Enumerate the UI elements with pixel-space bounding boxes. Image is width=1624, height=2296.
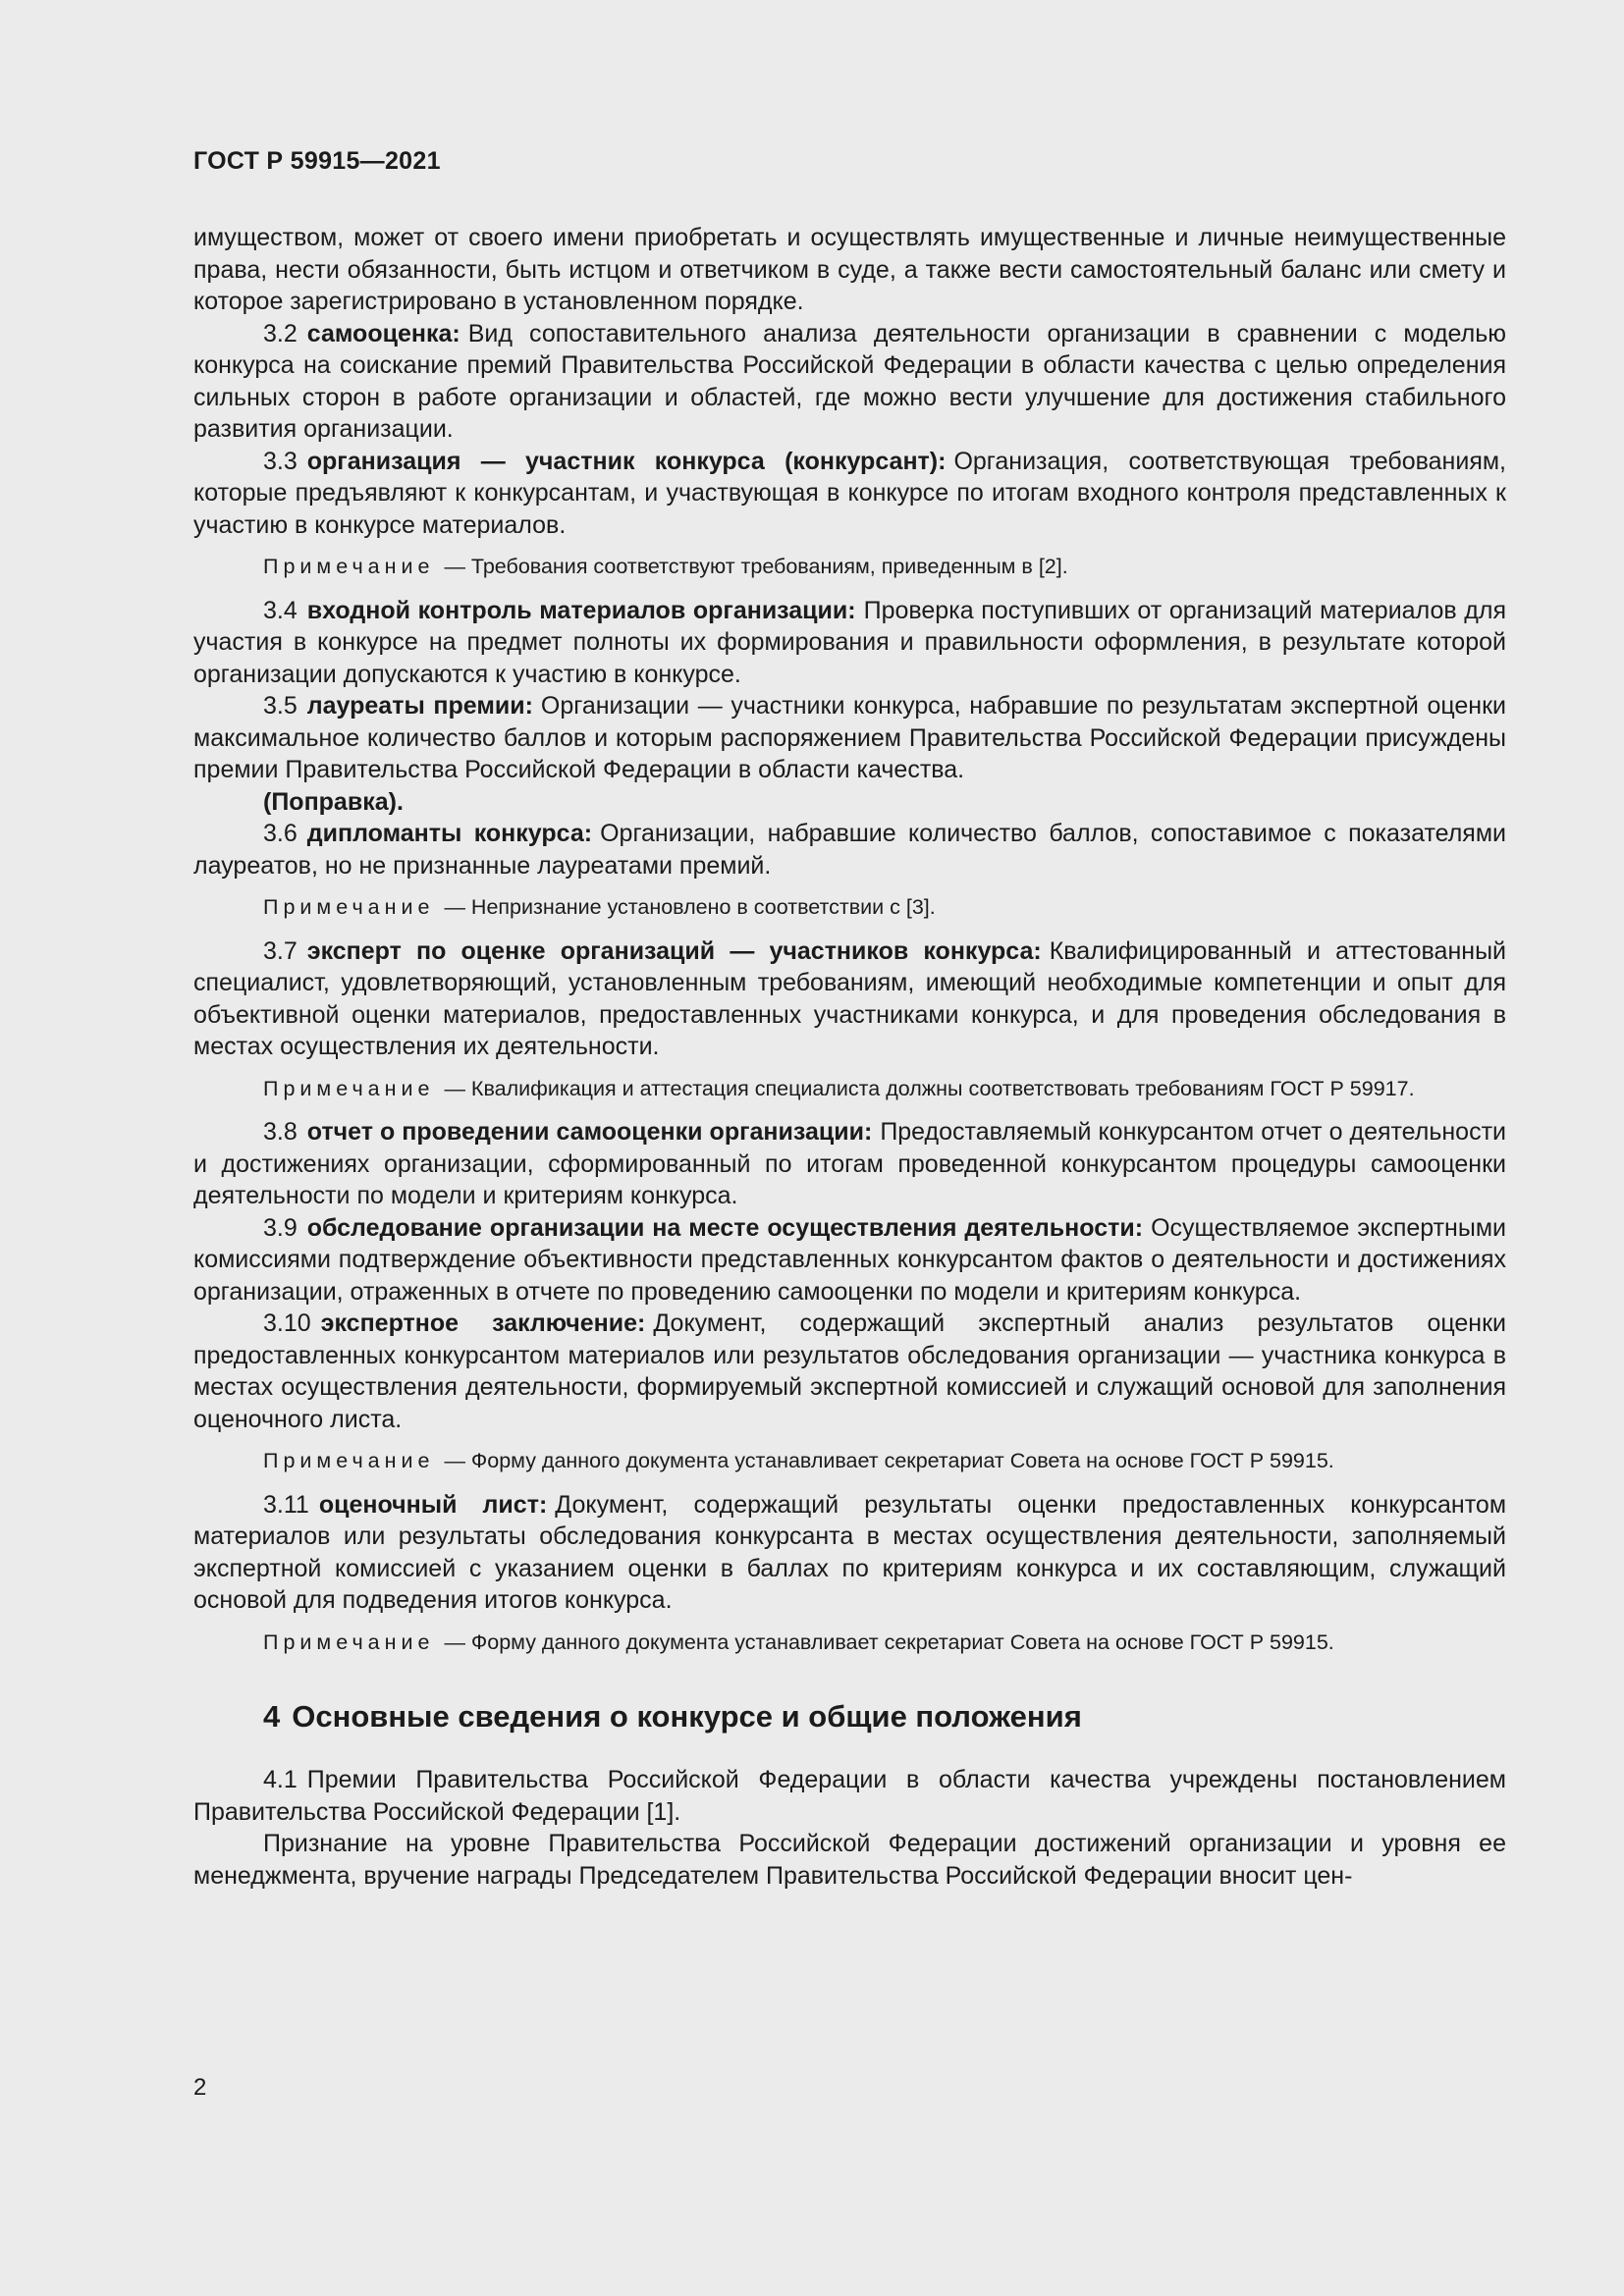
term-definition: Квалифицированный и аттестованный специалист, удовлетворяющий, установленным требованиям, имеющий необходимые компетенции и опыт для объективной оценки материалов, предоставленных участниками конкурса, и для проведения обследования в местах осуществления их деятельности. [193,936,1506,1060]
term-3-10 [193,1308,1506,1435]
term-definition: Осуществляемое экспертными комиссиями подтверждение объективности представленных конкурсантом фактов о деятельности и достижениях организации, отраженных в отчете по проведению самооценки по модели и критериям конкурса. [193,1213,1506,1306]
note-text: — Форму данного документа устанавливает секретариат Совета на основе ГОСТ Р 59915. [444,1629,1334,1654]
term-3-3 [193,446,1506,542]
term-title: самооценка: [306,319,460,347]
term-3-4 [193,595,1506,691]
clause-number: 3.8 [263,1118,298,1146]
note-3-6 [193,893,1506,922]
term-title: оценочный лист: [318,1490,548,1519]
term-3-11 [193,1489,1506,1617]
section-4-heading [263,1697,1506,1736]
paragraph-text: Премии Правительства Российской Федерации в области качества учреждены постановлением Правительства Российской Федерации [1]. [193,1766,1506,1826]
term-definition: Документ, содержащий результаты оценки предоставленных конкурсантом материалов или результаты обследования конкурсанта в местах осуществления деятельности, заполняемый экспертной комиссией с указанием оценки в баллах по критериям конкурса и их составляющим, служащий основой для подведения итогов конкурса. [193,1490,1507,1614]
clause-number: 3.9 [263,1213,298,1242]
note-label: Примечание [263,1076,435,1100]
section-number: 4 [263,1699,281,1734]
clause-number: 3.2 [263,319,298,347]
paragraph-4-1 [193,1764,1506,1828]
note-3-10 [193,1447,1506,1475]
term-3-7 [193,935,1506,1063]
note-label: Примечание [263,1629,435,1654]
note-3-7 [193,1075,1506,1103]
clause-number: 3.3 [263,447,298,475]
clause-number: 3.5 [263,692,298,720]
term-definition: Документ, содержащий экспертный анализ результатов оценки предоставленных конкурсантом материалов или результатов обследования организации — участника конкурса в местах осуществления деятельности, формируемый экспертной комиссией и служащий основой для заполнения оценочного листа. [193,1309,1506,1433]
note-3-11 [193,1629,1506,1657]
term-title: экспертное заключение: [320,1309,646,1337]
amendment-label: (Поправка). [263,787,404,816]
document-header: ГОСТ Р 59915—2021 [193,147,441,175]
note-3-3 [193,553,1506,581]
note-label: Примечание [263,895,435,919]
term-definition: Организации — участники конкурса, набравшие по результатам экспертной оценки максимальное количество баллов и которым распоряжением Правительства Российской Федерации присуждены премии Правительства Российской Федерации в области качества. [193,692,1506,783]
term-3-8 [193,1116,1506,1212]
term-definition: Организация, соответствующая требованиям, которые предъявляют к конкурсантам, и участвующая в конкурсе по итогам входного контроля представленных к участию в конкурсе материалов. [193,447,1506,539]
clause-number: 3.6 [263,820,298,847]
section-title: Основные сведения о конкурсе и общие положения [292,1699,1082,1734]
clause-number: 3.11 [263,1490,309,1519]
note-label: Примечание [263,1449,435,1472]
note-text: — Квалификация и аттестация специалиста должны соответствовать требованиям ГОСТ Р 59917. [444,1076,1415,1100]
term-title: входной контроль материалов организации: [306,596,856,624]
document-body [193,222,1506,1892]
note-text: — Форму данного документа устанавливает секретариат Совета на основе ГОСТ Р 59915. [444,1449,1334,1472]
term-definition: Предоставляемый конкурсантом отчет о деятельности и достижениях организации, сформированный по итогам проведенной конкурсантом процедуры самооценки деятельности по модели и критериям конкурса. [193,1118,1506,1209]
term-definition: Вид сопоставительного анализа деятельности организации в сравнении с моделью конкурса на соискание премий Правительства Российской Федерации в области качества с целью определения сильных сторон в работе организации и областей, где можно вести улучшение для достижения стабильного развития организации. [193,319,1506,443]
term-title: отчет о проведении самооценки организации: [306,1118,873,1146]
term-title: дипломанты конкурса: [306,820,593,847]
term-3-2 [193,318,1506,446]
paragraph-3-1-continuation: имуществом, может от своего имени приобретать и осуществлять имущественные и личные неимущественные права, нести обязанности, быть истцом и ответчиком в суде, а также вести самостоятельный баланс или смету и которое зарегистрировано в установленном порядке. [193,224,1506,315]
term-title: эксперт по оценке организаций — участников конкурса: [306,936,1042,965]
note-label: Примечание [263,555,435,578]
paragraph-4-1-continued: Признание на уровне Правительства Российской Федерации достижений организации и уровня ее менеджмента, вручение награды Председателем Правительства Российской Федерации вносит цен- [193,1830,1506,1890]
clause-number: 4.1 [263,1766,298,1793]
term-definition: Организации, набравшие количество баллов, сопоставимое с показателями лауреатов, но не признанные лауреатами премий. [193,820,1506,880]
clause-number: 3.4 [263,596,298,624]
page-number: 2 [193,2074,207,2101]
note-text: — Требования соответствуют требованиям, приведенным в [2]. [444,555,1068,578]
term-3-9 [193,1212,1506,1308]
term-title: лауреаты премии: [306,692,533,720]
term-definition: Проверка поступивших от организаций материалов для участия в конкурсе на предмет полноты их формирования и правильности оформления, в результате которой организации допускаются к участию в конкурсе. [193,596,1506,688]
term-title: организация — участник конкурса (конкурсант): [306,447,947,475]
term-3-6 [193,818,1506,881]
clause-number: 3.10 [263,1309,311,1337]
clause-number: 3.7 [263,936,298,965]
amendment-note [193,786,1506,819]
term-3-5 [193,690,1506,786]
note-text: — Непризнание установлено в соответствии с [3]. [444,895,936,919]
term-title: обследование организации на месте осуществления деятельности: [306,1213,1144,1242]
